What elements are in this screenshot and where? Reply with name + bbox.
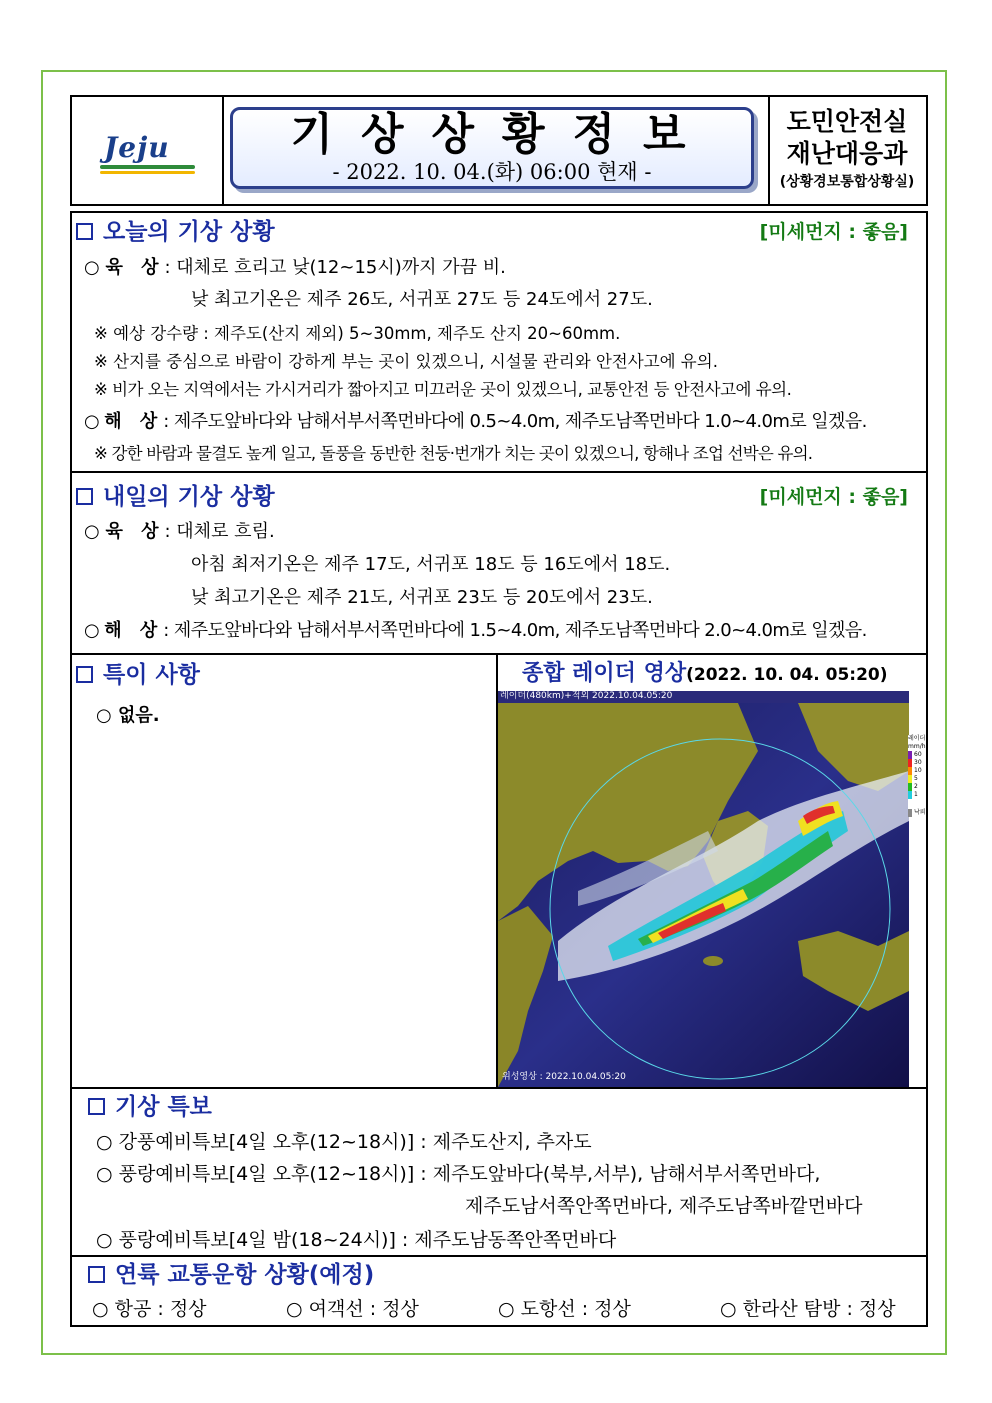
dept-name-3: (상황경보통합상황실) [779, 174, 915, 190]
tomorrow-land-line-1: ○ 육 상: 대체로 흐림. [84, 521, 275, 542]
circle-bullet-icon: ○ [84, 411, 100, 432]
circle-bullet-icon: ○ [96, 1131, 113, 1153]
today-note-3: ※ 비가 오는 지역에서는 가시거리가 짧아지고 미끄러운 곳이 있겠으니, 교통안전 등 안전사고에 유의. [94, 380, 792, 399]
title-box [230, 107, 754, 189]
row-divider [72, 653, 926, 655]
row-divider [72, 1087, 926, 1089]
tomorrow-dust-status: [미세먼지 : 좋음] [759, 486, 908, 508]
special-item: ○ 없음. [96, 705, 160, 726]
radar-title: 종합 레이더 영상(2022. 10. 04. 05:20) [522, 661, 888, 686]
checkbox-icon [76, 666, 93, 683]
today-note-2: ※ 산지를 중심으로 바람이 강하게 부는 곳이 있겠으니, 시설물 관리와 안전사고에 유의. [94, 352, 718, 371]
radar-caption: 레이더(480km)+적외 2022.10.04.05:20 [500, 691, 673, 701]
traffic-air: ○ 항공 : 정상 [92, 1298, 207, 1320]
special-heading: 특이 사항 [76, 661, 200, 689]
tomorrow-land-line-2: 아침 최저기온은 제주 17도, 서귀포 18도 등 16도에서 18도. [191, 554, 671, 575]
department-cell [768, 97, 926, 204]
circle-bullet-icon: ○ [498, 1298, 515, 1320]
radar-footer: 위성영상 : 2022.10.04.05:20 [502, 1072, 626, 1082]
checkbox-icon [88, 1266, 105, 1283]
circle-bullet-icon: ○ [92, 1298, 109, 1320]
content-table [70, 211, 928, 1327]
warning-item-2-cont: 제주도남서쪽안쪽먼바다, 제주도남쪽바깥먼바다 [465, 1195, 863, 1217]
tomorrow-sea-line: ○ 해 상: 제주도앞바다와 남해서부서쪽먼바다에 1.5~4.0m, 제주도남쪽먼바다 2.0~4.0m로 일겠음. [84, 620, 867, 641]
circle-bullet-icon: ○ [84, 257, 100, 278]
circle-bullet-icon: ○ [84, 620, 100, 641]
today-note-1: ※ 예상 강수량 : 제주도(산지 제외) 5~30mm, 제주도 산지 20~60mm. [94, 324, 621, 343]
checkbox-icon [76, 223, 93, 240]
logo-swoosh-green [100, 165, 195, 169]
circle-bullet-icon: ○ [96, 1163, 113, 1185]
traffic-heading: 연륙 교통운항 상황(예정) [88, 1261, 374, 1289]
circle-bullet-icon: ○ [720, 1298, 737, 1320]
warnings-heading: 기상 특보 [88, 1093, 212, 1121]
page-title: 기상상황정보 [290, 109, 714, 160]
today-land-line-2: 낮 최고기온은 제주 26도, 서귀포 27도 등 24도에서 27도. [191, 289, 653, 310]
today-dust-status: [미세먼지 : 좋음] [759, 221, 908, 243]
checkbox-icon [76, 488, 93, 505]
circle-bullet-icon: ○ [96, 1229, 113, 1251]
traffic-ferry: ○ 여객선 : 정상 [286, 1298, 419, 1320]
dept-name-2: 재난대응과 [786, 139, 908, 168]
radar-image [498, 691, 909, 1087]
checkbox-icon [88, 1098, 105, 1115]
traffic-hallasan: ○ 한라산 탐방 : 정상 [720, 1298, 896, 1320]
tomorrow-heading: 내일의 기상 상황 [76, 483, 275, 511]
circle-bullet-icon: ○ [84, 521, 100, 542]
warning-item-2: ○ 풍랑예비특보[4일 오후(12~18시)] : 제주도앞바다(북부,서부), 남해서부서쪽먼바다, [96, 1163, 821, 1185]
logo-swoosh-yellow [100, 171, 195, 174]
today-heading: 오늘의 기상 상황 [76, 218, 275, 246]
warning-item-1: ○ 강풍예비특보[4일 오후(12~18시)] : 제주도산지, 추자도 [96, 1131, 592, 1153]
row-divider [72, 1255, 926, 1257]
logo-cell [72, 97, 224, 204]
today-sea-line: ○ 해 상: 제주도앞바다와 남해서부서쪽먼바다에 0.5~4.0m, 제주도남쪽먼바다 1.0~4.0m로 일겠음. [84, 411, 867, 432]
today-land-line-1: ○ 육 상: 대체로 흐리고 낮(12~15시)까지 가끔 비. [84, 257, 506, 278]
page-subtitle: - 2022. 10. 04.(화) 06:00 현재 - [332, 160, 652, 184]
today-note-4: ※ 강한 바람과 물결도 높게 일고, 돌풍을 동반한 천둥·번개가 치는 곳이 있겠으니, 항해나 조업 선박은 유의. [94, 444, 813, 463]
jeju-logo: Jeju [104, 131, 170, 164]
warning-item-3: ○ 풍랑예비특보[4일 밤(18~24시)] : 제주도남동쪽안쪽먼바다 [96, 1229, 617, 1251]
title-cell [222, 97, 770, 204]
circle-bullet-icon: ○ [286, 1298, 303, 1320]
dept-name-1: 도민안전실 [786, 107, 908, 136]
tomorrow-land-line-3: 낮 최고기온은 제주 21도, 서귀포 23도 등 20도에서 23도. [191, 587, 653, 608]
row-divider [72, 471, 926, 473]
radar-legend: 레이더 mm/h 60 30 10 5 2 1 낙뢰 [908, 735, 926, 816]
header-table [70, 95, 928, 206]
radar-map-graphic [498, 691, 909, 1087]
circle-bullet-icon: ○ [96, 705, 112, 726]
traffic-island-ferry: ○ 도항선 : 정상 [498, 1298, 631, 1320]
